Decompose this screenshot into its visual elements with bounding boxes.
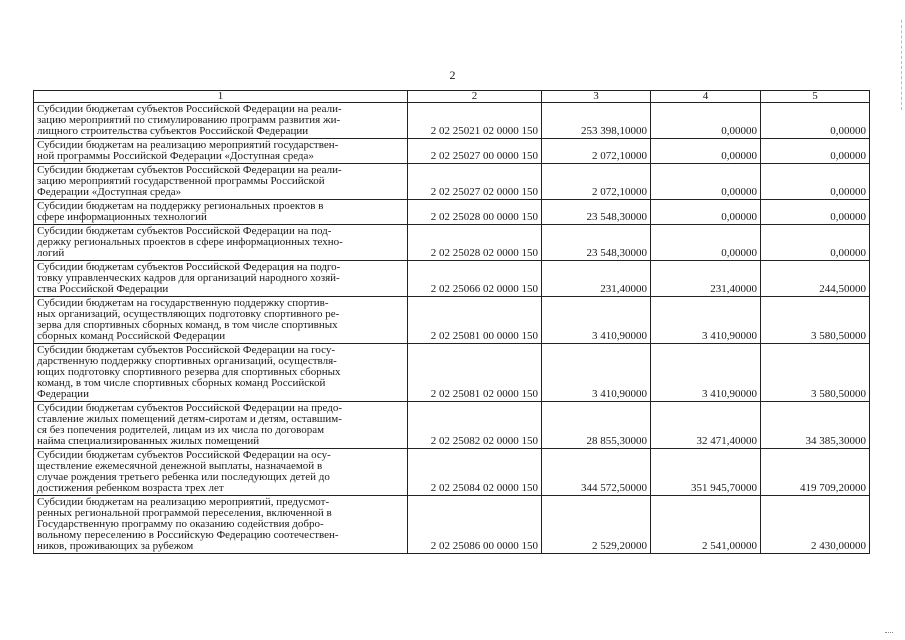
column-header: 4 (651, 91, 761, 103)
scan-edge-mark (899, 20, 902, 110)
row-description: Субсидии бюджетам на реализацию мероприятий государствен- ной программы Российской Федерации «Доступная среда» (34, 139, 408, 164)
budget-code: 2 02 25028 00 0000 150 (408, 200, 542, 225)
column-header: 5 (761, 91, 870, 103)
amount-col5: 419 709,20000 (761, 449, 870, 496)
amount-col4: 351 945,70000 (651, 449, 761, 496)
amount-col4: 0,00000 (651, 103, 761, 139)
amount-col3: 2 529,20000 (542, 496, 651, 554)
amount-col5: 0,00000 (761, 103, 870, 139)
header-row (34, 91, 870, 103)
amount-col3: 344 572,50000 (542, 449, 651, 496)
amount-col3: 23 548,30000 (542, 225, 651, 261)
table-row (34, 261, 870, 297)
table-row (34, 297, 870, 344)
amount-col3: 2 072,10000 (542, 139, 651, 164)
budget-code: 2 02 25086 00 0000 150 (408, 496, 542, 554)
row-description: Субсидии бюджетам субъектов Российской Федерации на осу- ществление ежемесячной денежной выплаты, назначаемой в случае рождения третьего ребенка или последующих детей до достижения ребенком возраста трех лет (34, 449, 408, 496)
budget-code: 2 02 25082 02 0000 150 (408, 402, 542, 449)
amount-col3: 253 398,10000 (542, 103, 651, 139)
budget-code: 2 02 25028 02 0000 150 (408, 225, 542, 261)
budget-code: 2 02 25027 00 0000 150 (408, 139, 542, 164)
table-row (34, 402, 870, 449)
budget-code: 2 02 25084 02 0000 150 (408, 449, 542, 496)
scan-dots (885, 632, 893, 636)
amount-col3: 2 072,10000 (542, 164, 651, 200)
column-header: 2 (408, 91, 542, 103)
row-description: Субсидии бюджетам на поддержку региональных проектов в сфере информационных технологий (34, 200, 408, 225)
amount-col3: 3 410,90000 (542, 297, 651, 344)
table-row (34, 449, 870, 496)
amount-col5: 0,00000 (761, 225, 870, 261)
table-row (34, 344, 870, 402)
amount-col3: 3 410,90000 (542, 344, 651, 402)
amount-col4: 0,00000 (651, 139, 761, 164)
amount-col4: 0,00000 (651, 200, 761, 225)
row-description: Субсидии бюджетам на государственную поддержку спортив- ных организаций, осуществляющих подготовку спортивного ре- зерва для спортивных сборных команд, в том числе спортивных сборных команд Российской Федерации (34, 297, 408, 344)
amount-col5: 244,50000 (761, 261, 870, 297)
amount-col4: 3 410,90000 (651, 344, 761, 402)
budget-code: 2 02 25021 02 0000 150 (408, 103, 542, 139)
table-row (34, 139, 870, 164)
row-description: Субсидии бюджетам субъектов Российской Федерации на реали- зацию мероприятий государственной программы Российской Федерации «Доступная среда» (34, 164, 408, 200)
page-number: 2 (449, 68, 456, 82)
amount-col5: 3 580,50000 (761, 297, 870, 344)
amount-col5: 2 430,00000 (761, 496, 870, 554)
amount-col4: 0,00000 (651, 225, 761, 261)
amount-col5: 3 580,50000 (761, 344, 870, 402)
budget-table (33, 90, 870, 554)
amount-col5: 0,00000 (761, 200, 870, 225)
row-description: Субсидии бюджетам субъектов Российской Федерации на предо- ставление жилых помещений детям-сиротам и детям, оставшим- ся без попечения родителей, лицам из их числа по договорам найма специализированных жилых помещений (34, 402, 408, 449)
amount-col3: 231,40000 (542, 261, 651, 297)
table-row (34, 225, 870, 261)
budget-code: 2 02 25027 02 0000 150 (408, 164, 542, 200)
budget-code: 2 02 25066 02 0000 150 (408, 261, 542, 297)
column-header: 1 (34, 91, 408, 103)
amount-col4: 32 471,40000 (651, 402, 761, 449)
budget-code: 2 02 25081 02 0000 150 (408, 344, 542, 402)
table-row (34, 200, 870, 225)
row-description: Субсидии бюджетам на реализацию мероприятий, предусмот- ренных региональной программой переселения, включенной в Государственную программу по оказанию содействия добро- вольному переселению в Российскую Федерацию соотечествен- ников, проживающих за рубежом (34, 496, 408, 554)
row-description: Субсидии бюджетам субъектов Российской Федерации на госу- дарственную поддержку спортивных организаций, осуществля- ющих подготовку спортивного резерва для спортивных сборных команд, в том числе спортивных сборных команд Российской Федерации (34, 344, 408, 402)
amount-col5: 0,00000 (761, 139, 870, 164)
row-description: Субсидии бюджетам субъектов Российской Федерации на под- держку региональных проектов в сфере информационных техно- логий (34, 225, 408, 261)
amount-col3: 28 855,30000 (542, 402, 651, 449)
table-row (34, 496, 870, 554)
amount-col4: 2 541,00000 (651, 496, 761, 554)
table-row (34, 164, 870, 200)
amount-col5: 0,00000 (761, 164, 870, 200)
amount-col3: 23 548,30000 (542, 200, 651, 225)
amount-col4: 231,40000 (651, 261, 761, 297)
amount-col4: 3 410,90000 (651, 297, 761, 344)
column-header: 3 (542, 91, 651, 103)
table-row (34, 103, 870, 139)
budget-code: 2 02 25081 00 0000 150 (408, 297, 542, 344)
row-description: Субсидии бюджетам субъектов Российской Федерации на реали- зацию мероприятий по стимулированию программ развития жи- лищного строительства субъектов Российской Федерации (34, 103, 408, 139)
amount-col5: 34 385,30000 (761, 402, 870, 449)
row-description: Субсидии бюджетам субъектов Российской Федерация на подго- товку управленческих кадров для организаций народного хозяй- ства Российской Федерации (34, 261, 408, 297)
amount-col4: 0,00000 (651, 164, 761, 200)
